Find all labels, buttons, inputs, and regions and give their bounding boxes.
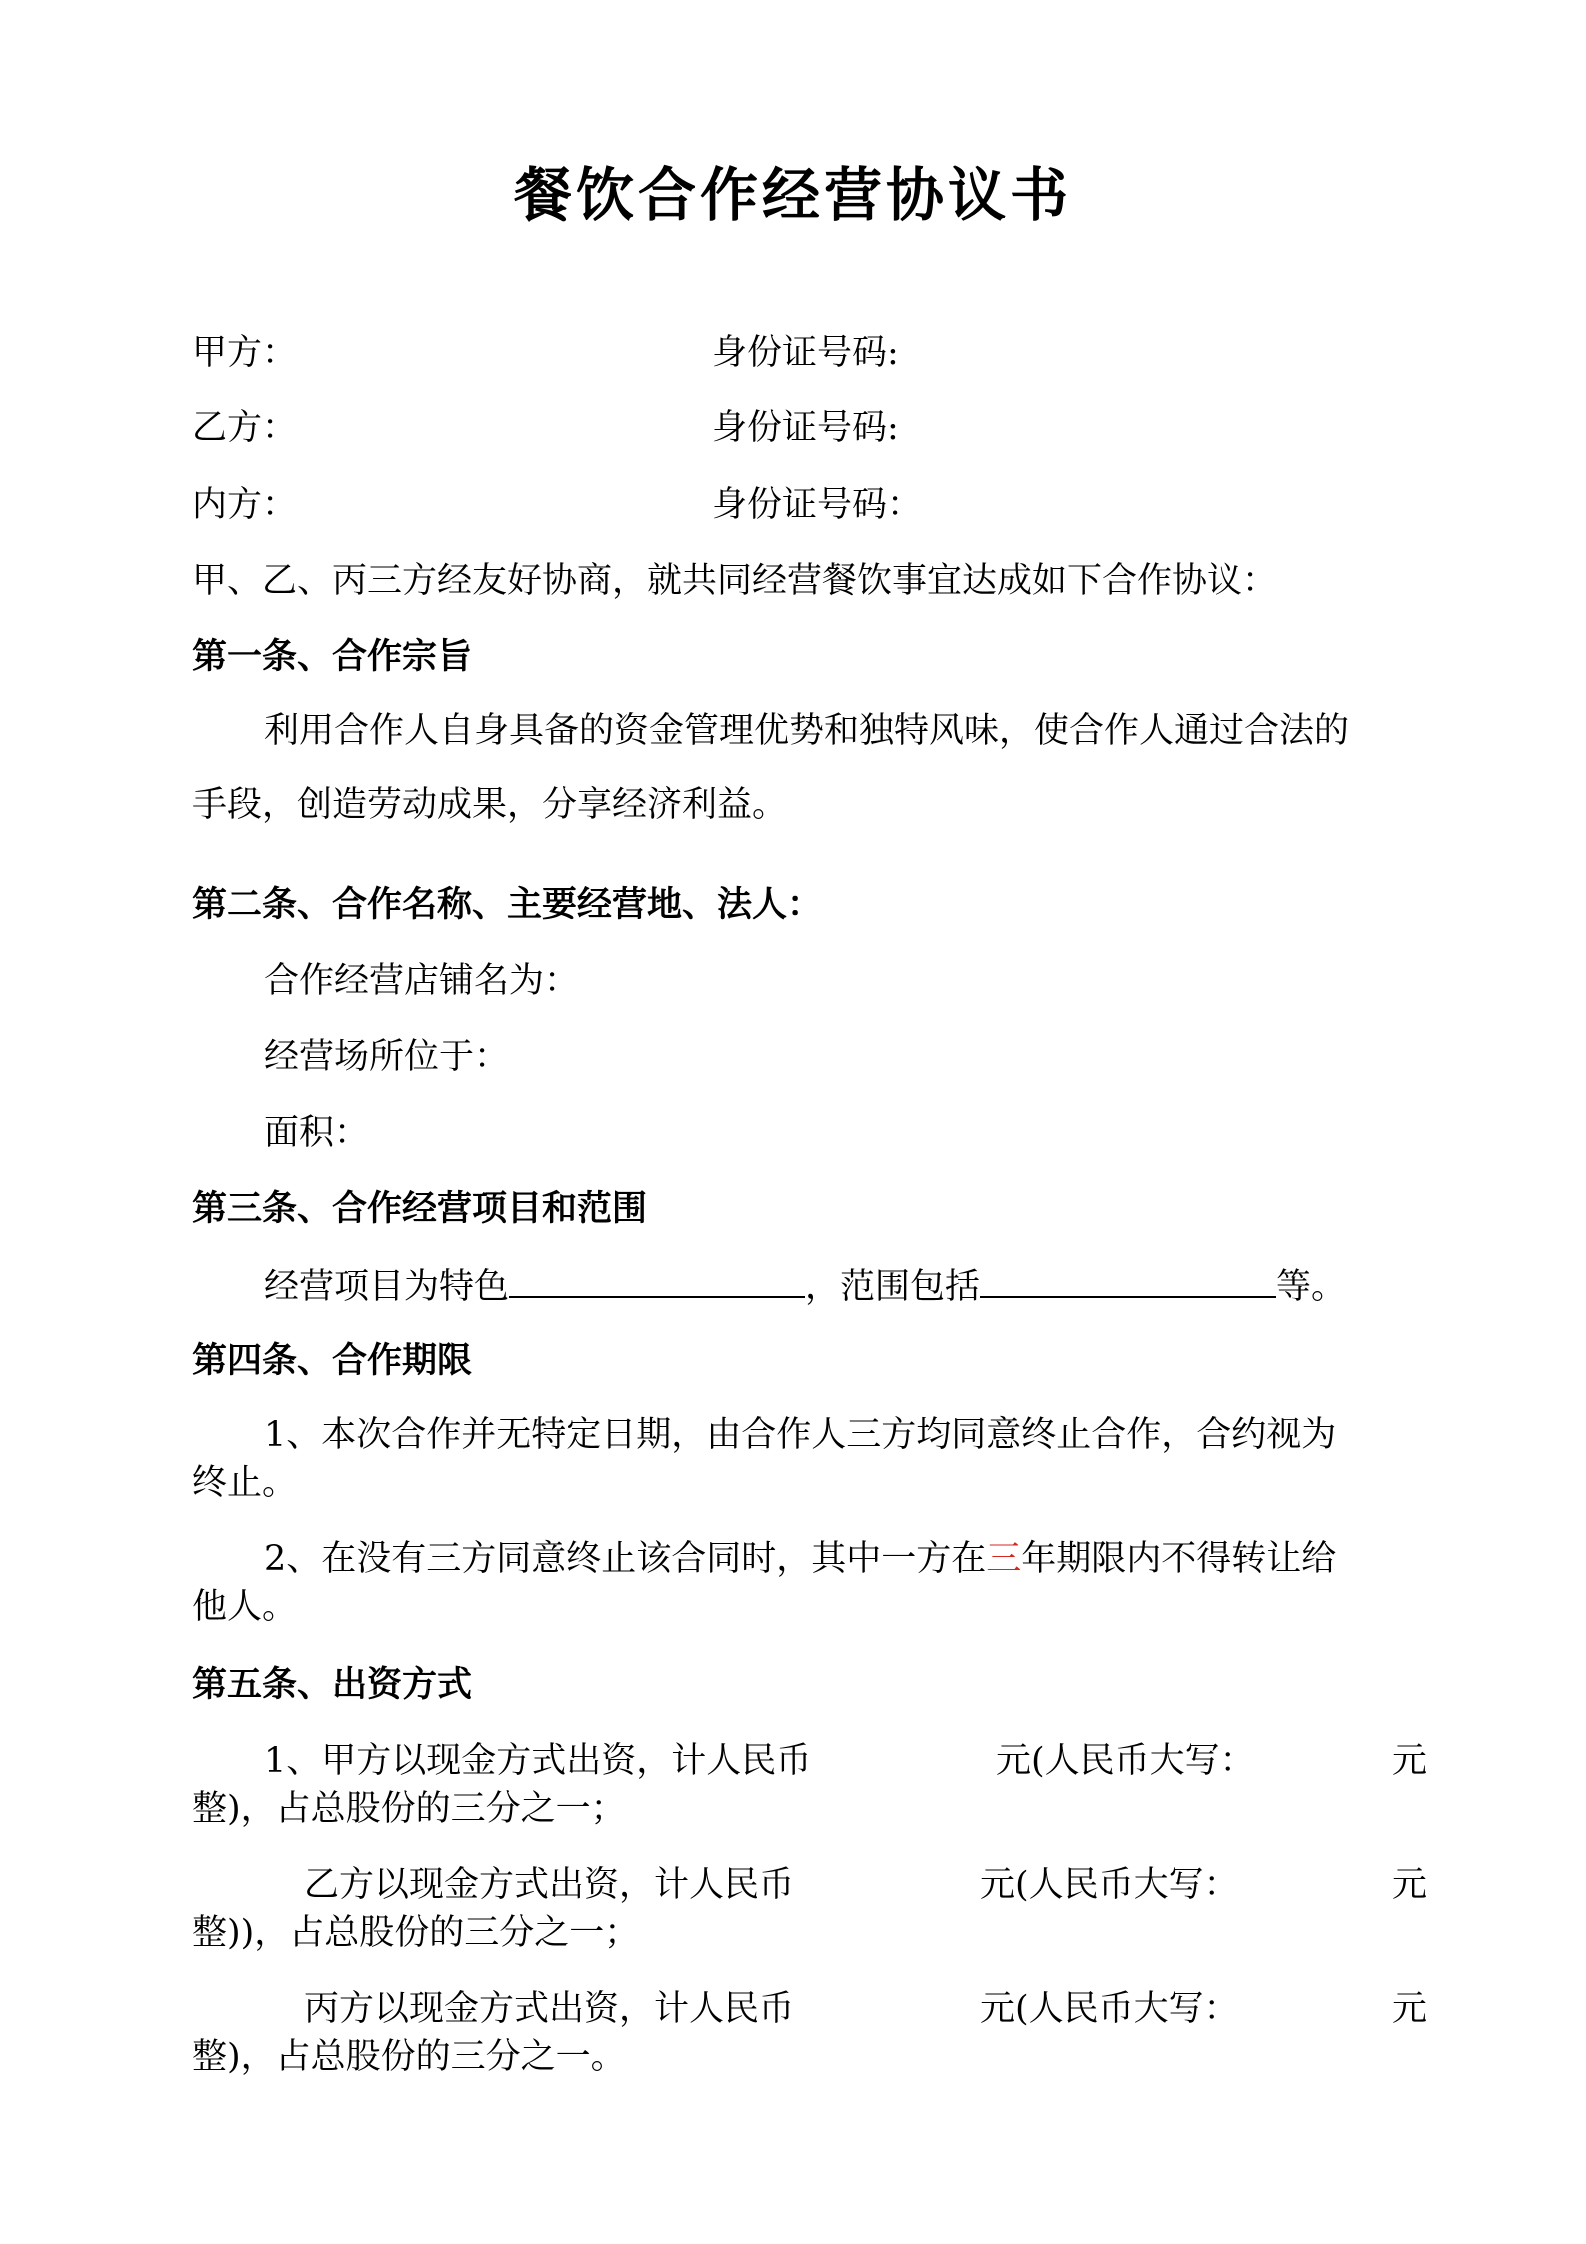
article5-item2-c: 元 (1392, 1865, 1428, 1905)
article5-item1-b: 元(人民币大写： (996, 1741, 1255, 1781)
article4-item2-pre: 2、在没有三方同意终止该合同时，其中一方在 (264, 1539, 987, 1579)
article3-part3: 等。 (1276, 1267, 1347, 1307)
article2-area: 面积： (264, 1113, 370, 1153)
article1-heading: 第一条、合作宗旨 (192, 636, 473, 677)
article5-heading: 第五条、出资方式 (192, 1664, 473, 1705)
article2-heading: 第二条、合作名称、主要经营地、法人： (192, 884, 823, 925)
scope-blank (980, 1262, 1276, 1298)
article1-line2: 手段，创造劳动成果，分享经济利益。 (192, 785, 788, 825)
article4-item2-line2: 他人。 (192, 1587, 298, 1627)
article5-item2-b: 元(人民币大写： (980, 1865, 1239, 1905)
article5-item1-c: 元 (1392, 1741, 1428, 1781)
project-blank (509, 1262, 805, 1298)
party-b-label: 乙方： (192, 408, 298, 448)
article5-item1-a: 1、甲方以现金方式出资，计人民币 (264, 1741, 812, 1781)
article2-location: 经营场所位于： (264, 1037, 510, 1077)
article5-item2-a: 乙方以现金方式出资，计人民币 (304, 1865, 795, 1905)
party-a-id-label: 身份证号码: (712, 333, 899, 373)
article5-item2-line2: 整))，占总股份的三分之一； (192, 1913, 640, 1953)
party-a-label: 甲方： (192, 333, 298, 373)
article5-item3-a: 丙方以现金方式出资，计人民币 (304, 1989, 795, 2029)
intro-paragraph: 甲、乙、丙三方经友好协商，就共同经营餐饮事宜达成如下合作协议： (192, 561, 1278, 601)
article1-line1: 利用合作人自身具备的资金管理优势和独特风味，使合作人通过合法的 (264, 711, 1350, 751)
article5-item1-line2: 整)，占总股份的三分之一； (192, 1789, 626, 1829)
article4-item1-line2: 终止。 (192, 1463, 298, 1503)
article4-heading: 第四条、合作期限 (192, 1340, 473, 1381)
article5-item3-line2: 整)，占总股份的三分之一。 (192, 2037, 626, 2077)
article3-part1: 经营项目为特色 (264, 1267, 510, 1307)
article4-item2-line1 (264, 1536, 1336, 1582)
article5-item3-c: 元 (1392, 1989, 1428, 2029)
article5-item3-b: 元(人民币大写： (980, 1989, 1239, 2029)
article3-part2: ，范围包括 (805, 1267, 981, 1307)
article2-shop-name: 合作经营店铺名为： (264, 961, 580, 1001)
article4-item2-post: 年期限内不得转让给 (1021, 1539, 1337, 1579)
article3-line (264, 1262, 1346, 1310)
party-b-id-label: 身份证号码: (712, 408, 899, 448)
document-title: 餐饮合作经营协议书 (513, 161, 1072, 229)
party-c-id-label: 身份证号码： (712, 485, 923, 525)
party-c-label: 内方： (192, 485, 298, 525)
article4-item1-line1: 1、本次合作并无特定日期，由合作人三方均同意终止合作，合约视为 (264, 1415, 1337, 1455)
article3-heading: 第三条、合作经营项目和范围 (192, 1188, 648, 1229)
article4-item2-highlight: 三 (986, 1539, 1022, 1579)
